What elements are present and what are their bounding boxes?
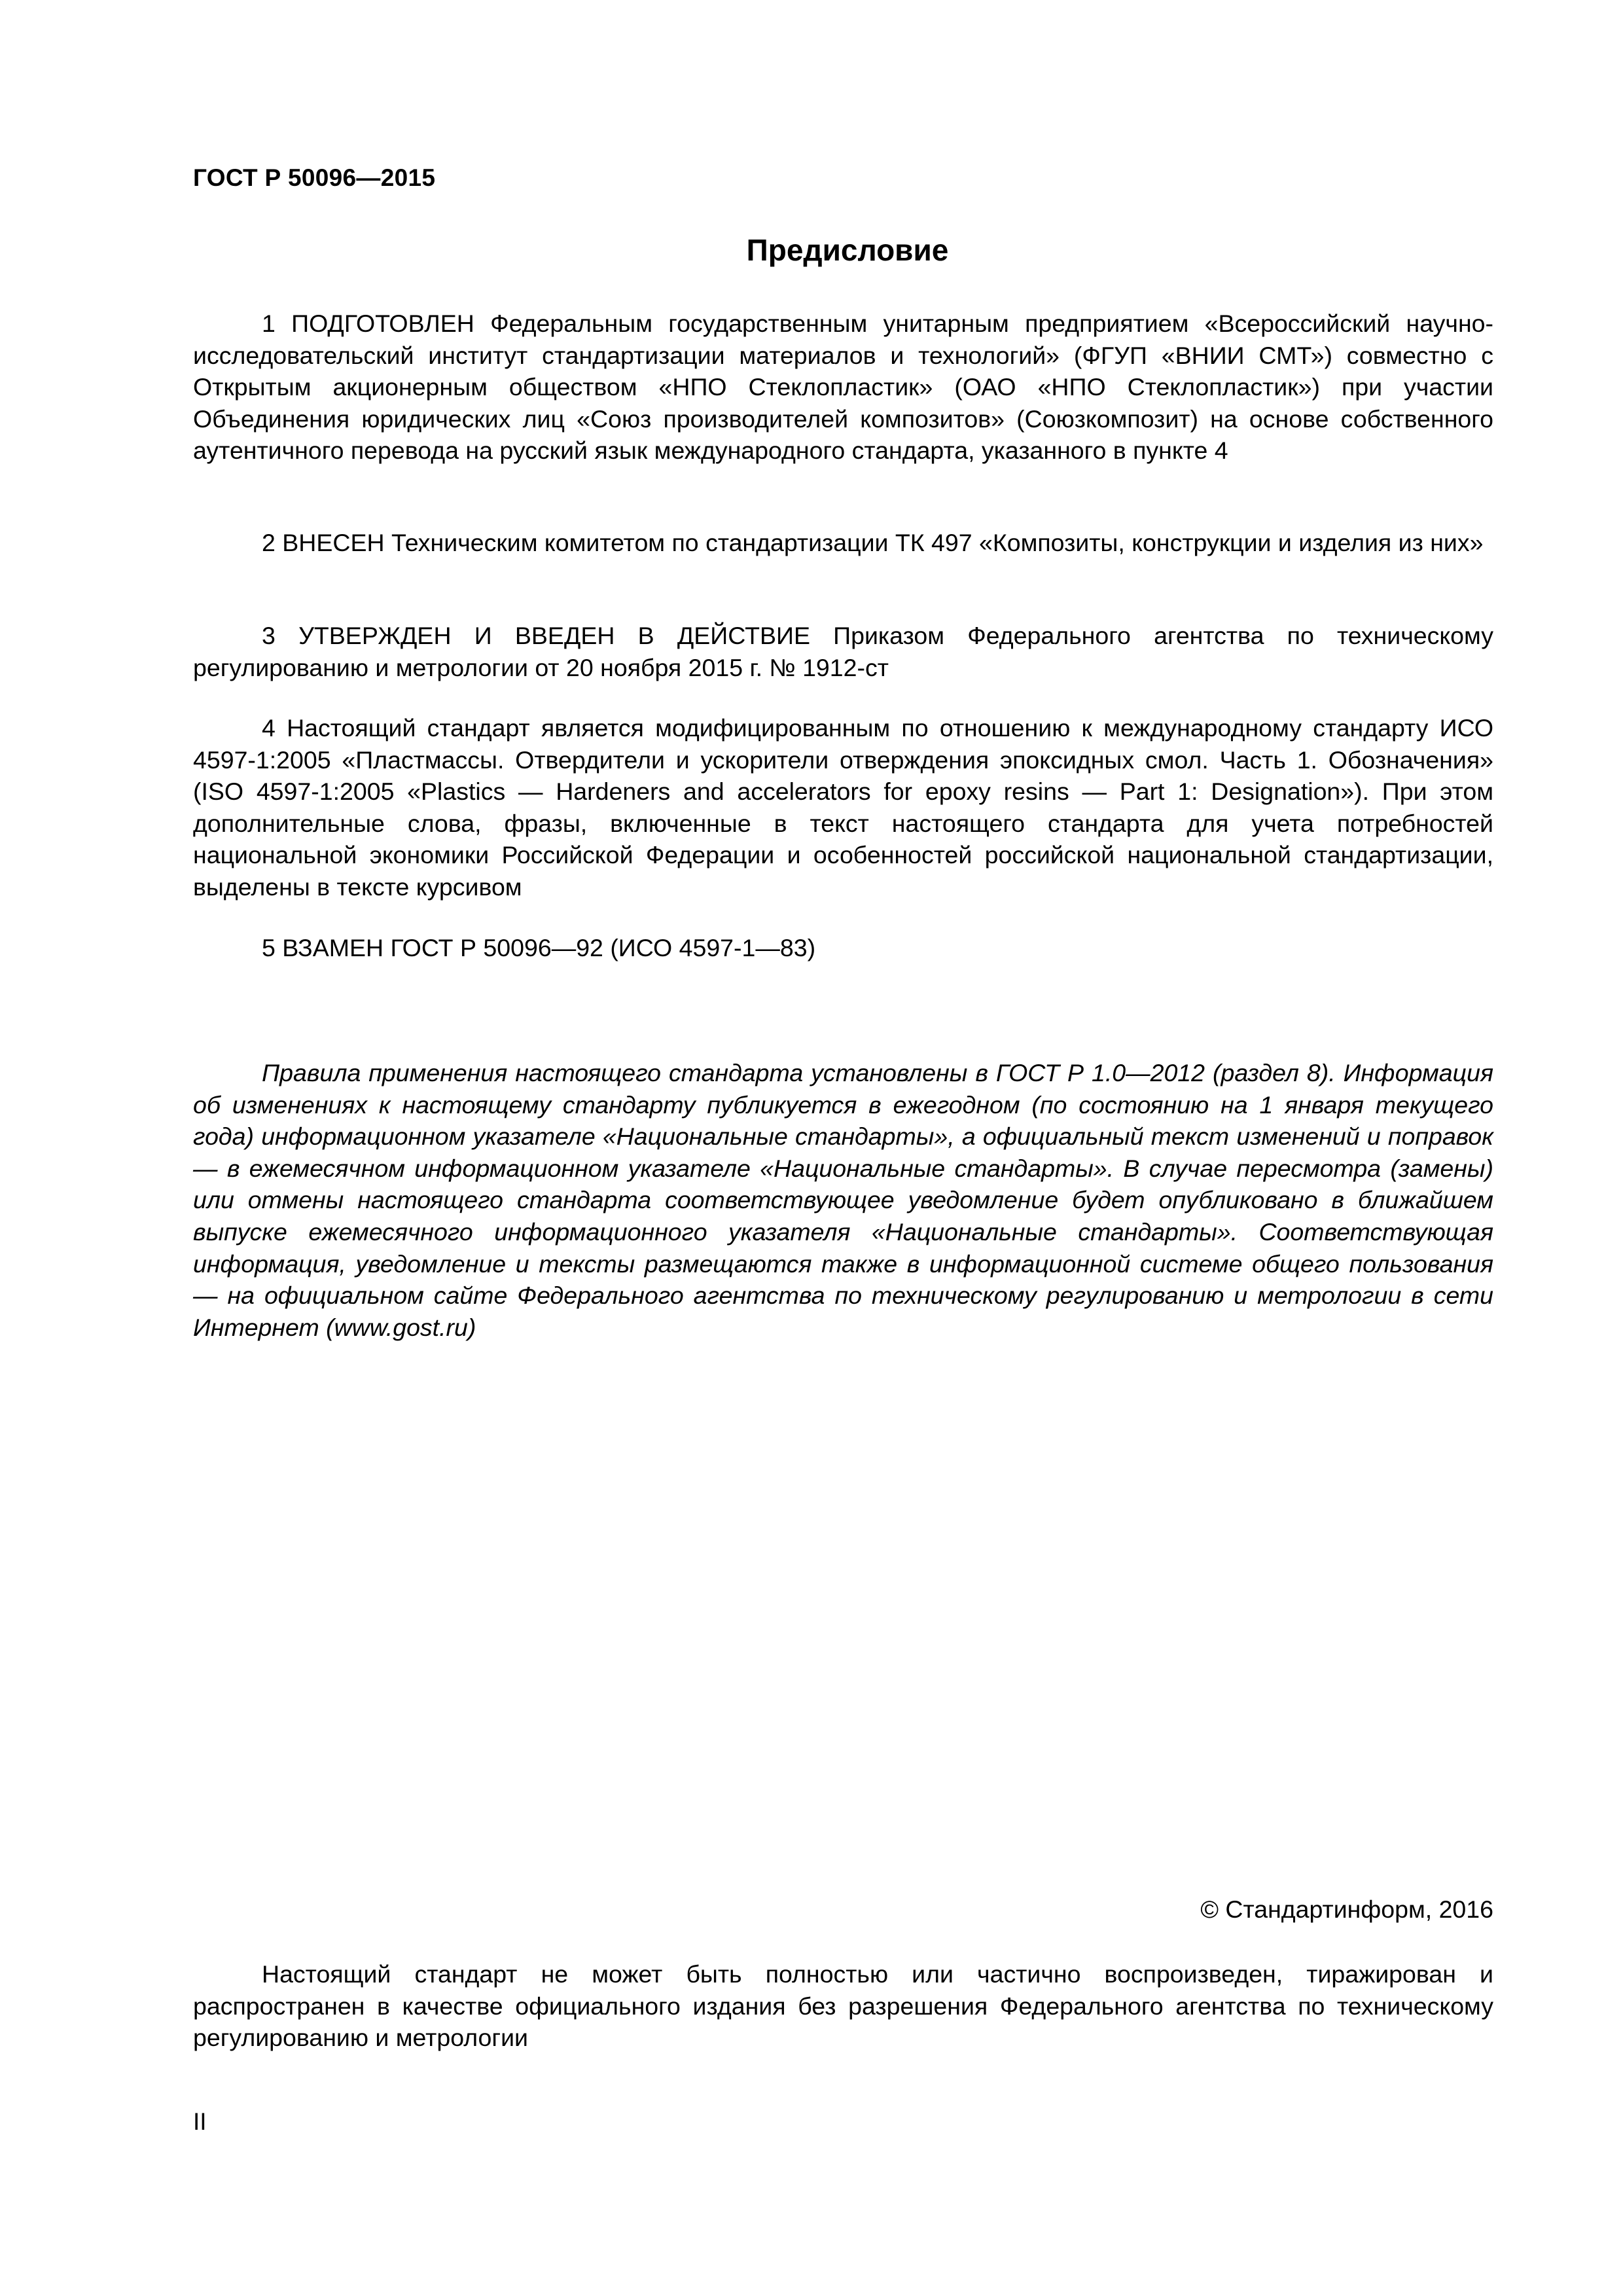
paragraph-approved: 3 УТВЕРЖДЕН И ВВЕДЕН В ДЕЙСТВИЕ Приказом Федерального агентства по техническому регулированию и метрологии от 20 ноября 2015 г. № 1912-ст <box>193 622 1493 681</box>
copyright-line: © Стандартинформ, 2016 <box>1200 1895 1493 1923</box>
reproduction-notice: Настоящий стандарт не может быть полностью или частично воспроизведен, тиражирован и распространен в качестве официального издания без разрешения Федерального агентства по техническому регулированию и метрологии <box>193 1960 1493 2052</box>
paragraph-introduced-by: 2 ВНЕСЕН Техническим комитетом по стандартизации ТК 497 «Композиты, конструкции и изделия из них» <box>262 529 1484 556</box>
standard-code-header: ГОСТ Р 50096—2015 <box>193 164 436 191</box>
paragraph-replaces: 5 ВЗАМЕН ГОСТ Р 50096—92 (ИСО 4597-1—83) <box>262 934 816 961</box>
paragraph-modified-standard: 4 Настоящий стандарт является модифицированным по отношению к международному стандарту ИСО 4597-1:2005 «Пластмассы. Отвердители и ускорители отверждения эпоксидных смол. Часть 1. Обозначения» (ISO 4597-1:2005 «Plastics — Hardeners and accelerators for epoxy resins — Part 1: Designation»). При этом дополнительные слова, фразы, включенные в текст настоящего стандарта для учета потребностей национальной экономики Российской Федерации и особенностей российской национальной стандартизации, выделены в тексте курсивом <box>193 714 1493 901</box>
page-title: Предисловие <box>746 233 949 267</box>
page-number: II <box>193 2108 207 2135</box>
paragraph-prepared-by: 1 ПОДГОТОВЛЕН Федеральным государственным унитарным предприятием «Всероссийский научно-исследовательский институт стандартизации материалов и технологий» (ФГУП «ВНИИ СМТ») совместно с Открытым акционерным обществом «НПО Стеклопластик» (ОАО «НПО Стеклопластик») при участии Объединения юридических лиц «Союз производителей композитов» (Союзкомпозит) на основе собственного аутентичного перевода на русский язык международного стандарта, указанного в пункте 4 <box>193 310 1493 465</box>
application-rules-notice: Правила применения настоящего стандарта установлены в ГОСТ Р 1.0—2012 (раздел 8). Информация об изменениях к настоящему стандарту публикуется в ежегодном (по состоянию на 1 января текущего года) информационном указателе «Национальные стандарты», а официальный текст изменений и поправок — в ежемесячном информационном указателе «Национальные стандарты». В случае пересмотра (замены) или отмены настоящего стандарта соответствующее уведомление будет опубликовано в ближайшем выпуске ежемесячного информационного указателя «Национальные стандарты». Соответствующая информация, уведомление и тексты размещаются также в информационной системе общего пользования — на официальном сайте Федерального агентства по техническому регулированию и метрологии в сети Интернет (www.gost.ru) <box>193 1059 1493 1341</box>
